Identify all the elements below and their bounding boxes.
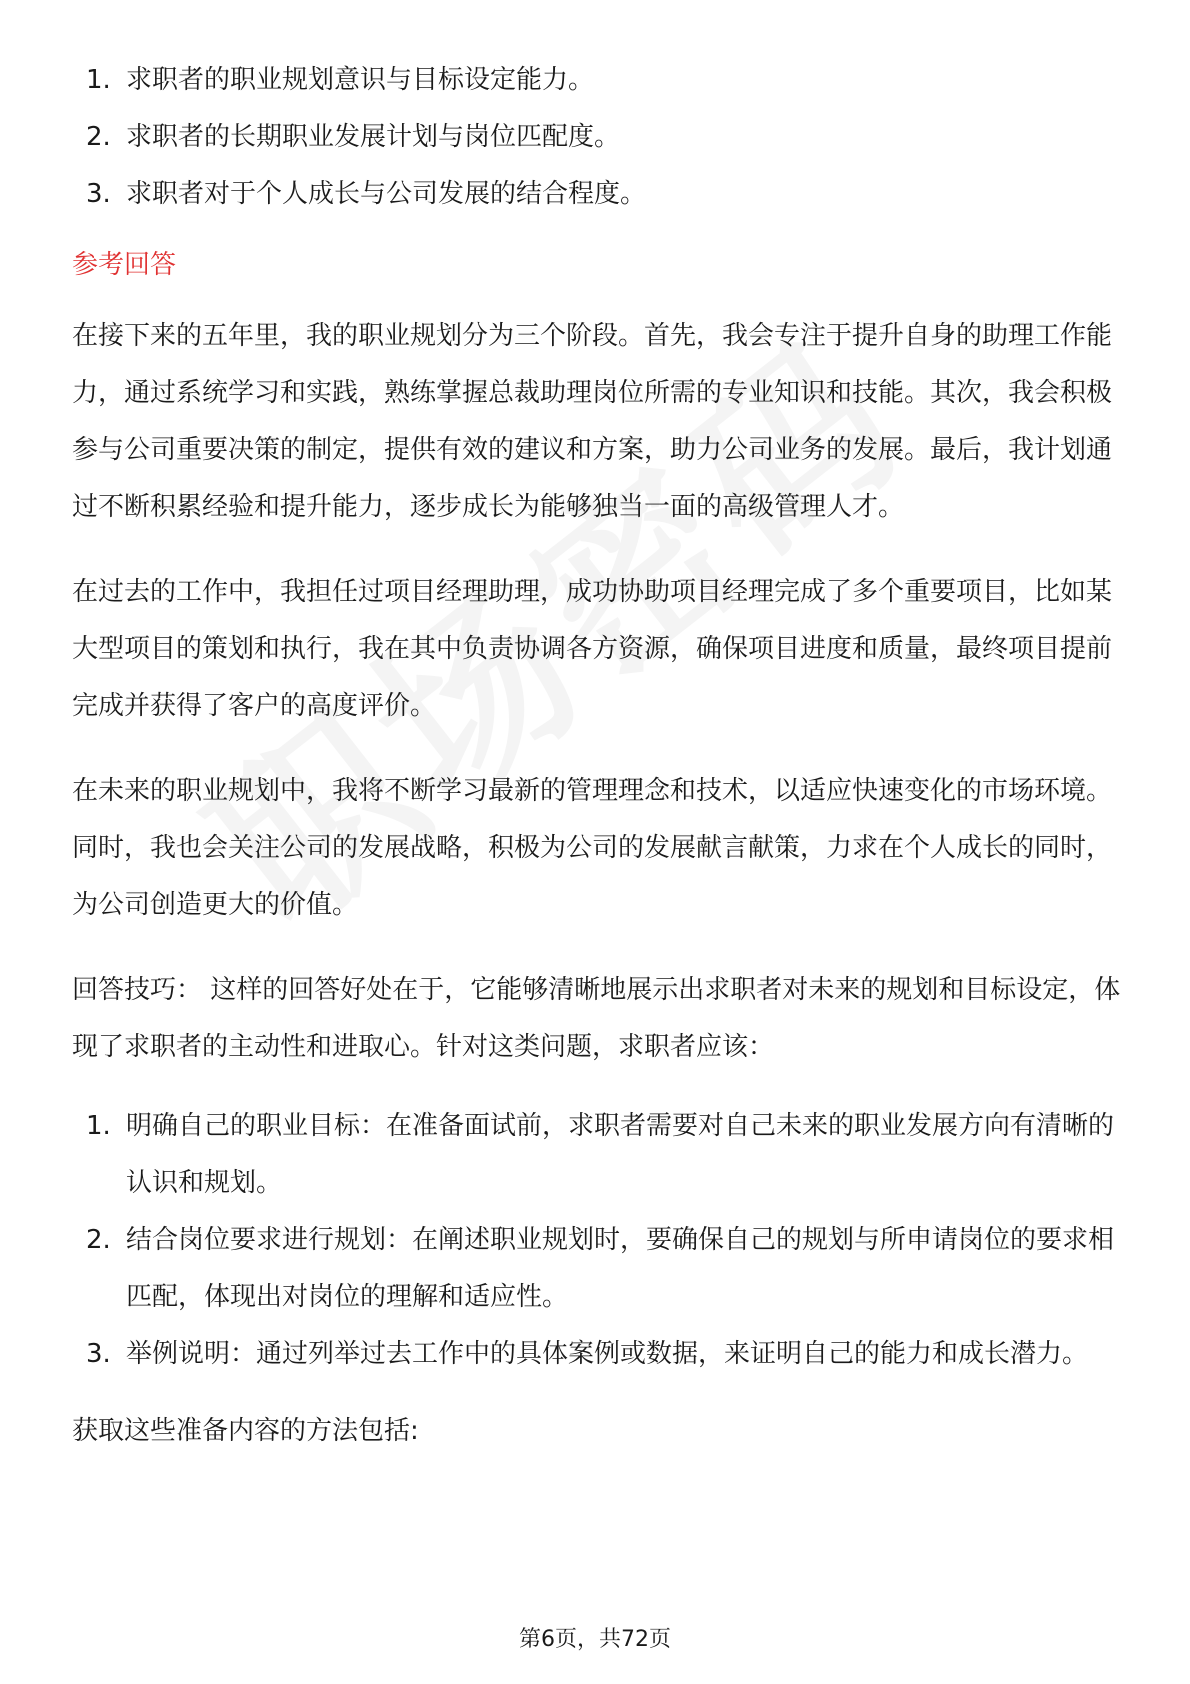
tips-list	[72, 1098, 1128, 1383]
tips-intro-paragraph: 回答技巧： 这样的回答好处在于，它能够清晰地展示出求职者对未来的规划和目标设定，体现了求职者的主动性和进取心。针对这类问题，求职者应该：	[72, 975, 1121, 1062]
page-footer: 第6页，共72页	[519, 1627, 671, 1652]
list-text: 举例说明：通过列举过去工作中的具体案例或数据，来证明自己的能力和成长潜力。	[126, 1339, 1089, 1369]
list-text: 求职者对于个人成长与公司发展的结合程度。	[126, 179, 647, 209]
list-item	[72, 1326, 1128, 1383]
list-item	[72, 109, 1128, 166]
section-heading: 参考回答	[72, 250, 177, 280]
list-number: 2.	[86, 122, 111, 152]
list-number: 3.	[86, 179, 111, 209]
answer-paragraph-1: 在接下来的五年里，我的职业规划分为三个阶段。首先，我会专注于提升自身的助理工作能力，通过系统学习和实践，熟练掌握总裁助理岗位所需的专业知识和技能。其次，我会积极参与公司重要决策的制定，提供有效的建议和方案，助力公司业务的发展。最后，我计划通过不断积累经验和提升能力，逐步成长为能够独当一面的高级管理人才。	[72, 321, 1113, 522]
list-text: 求职者的职业规划意识与目标设定能力。	[126, 65, 595, 95]
closing-line: 获取这些准备内容的方法包括:	[72, 1416, 419, 1446]
list-item	[72, 166, 1128, 223]
list-text: 结合岗位要求进行规划：在阐述职业规划时，要确保自己的规划与所申请岗位的要求相匹配，体现出对岗位的理解和适应性。	[126, 1225, 1115, 1312]
list-number: 1.	[86, 65, 111, 95]
list-number: 1.	[86, 1111, 111, 1141]
list-text: 求职者的长期职业发展计划与岗位匹配度。	[126, 122, 621, 152]
answer-paragraph-3: 在未来的职业规划中，我将不断学习最新的管理理念和技术，以适应快速变化的市场环境。同时，我也会关注公司的发展战略，积极为公司的发展献言献策，力求在个人成长的同时，为公司创造更大的价值。	[72, 776, 1113, 920]
page-content	[72, 52, 1128, 1488]
list-number: 3.	[86, 1339, 111, 1369]
list-item	[72, 1212, 1128, 1326]
list-number: 2.	[86, 1225, 111, 1255]
assessment-list	[72, 52, 1128, 223]
list-item	[72, 1098, 1128, 1212]
list-item	[72, 52, 1128, 109]
list-text: 明确自己的职业目标：在准备面试前，求职者需要对自己未来的职业发展方向有清晰的认识和规划。	[126, 1111, 1115, 1198]
answer-paragraph-2: 在过去的工作中，我担任过项目经理助理，成功协助项目经理完成了多个重要项目，比如某大型项目的策划和执行，我在其中负责协调各方资源，确保项目进度和质量，最终项目提前完成并获得了客户的高度评价。	[72, 577, 1113, 721]
